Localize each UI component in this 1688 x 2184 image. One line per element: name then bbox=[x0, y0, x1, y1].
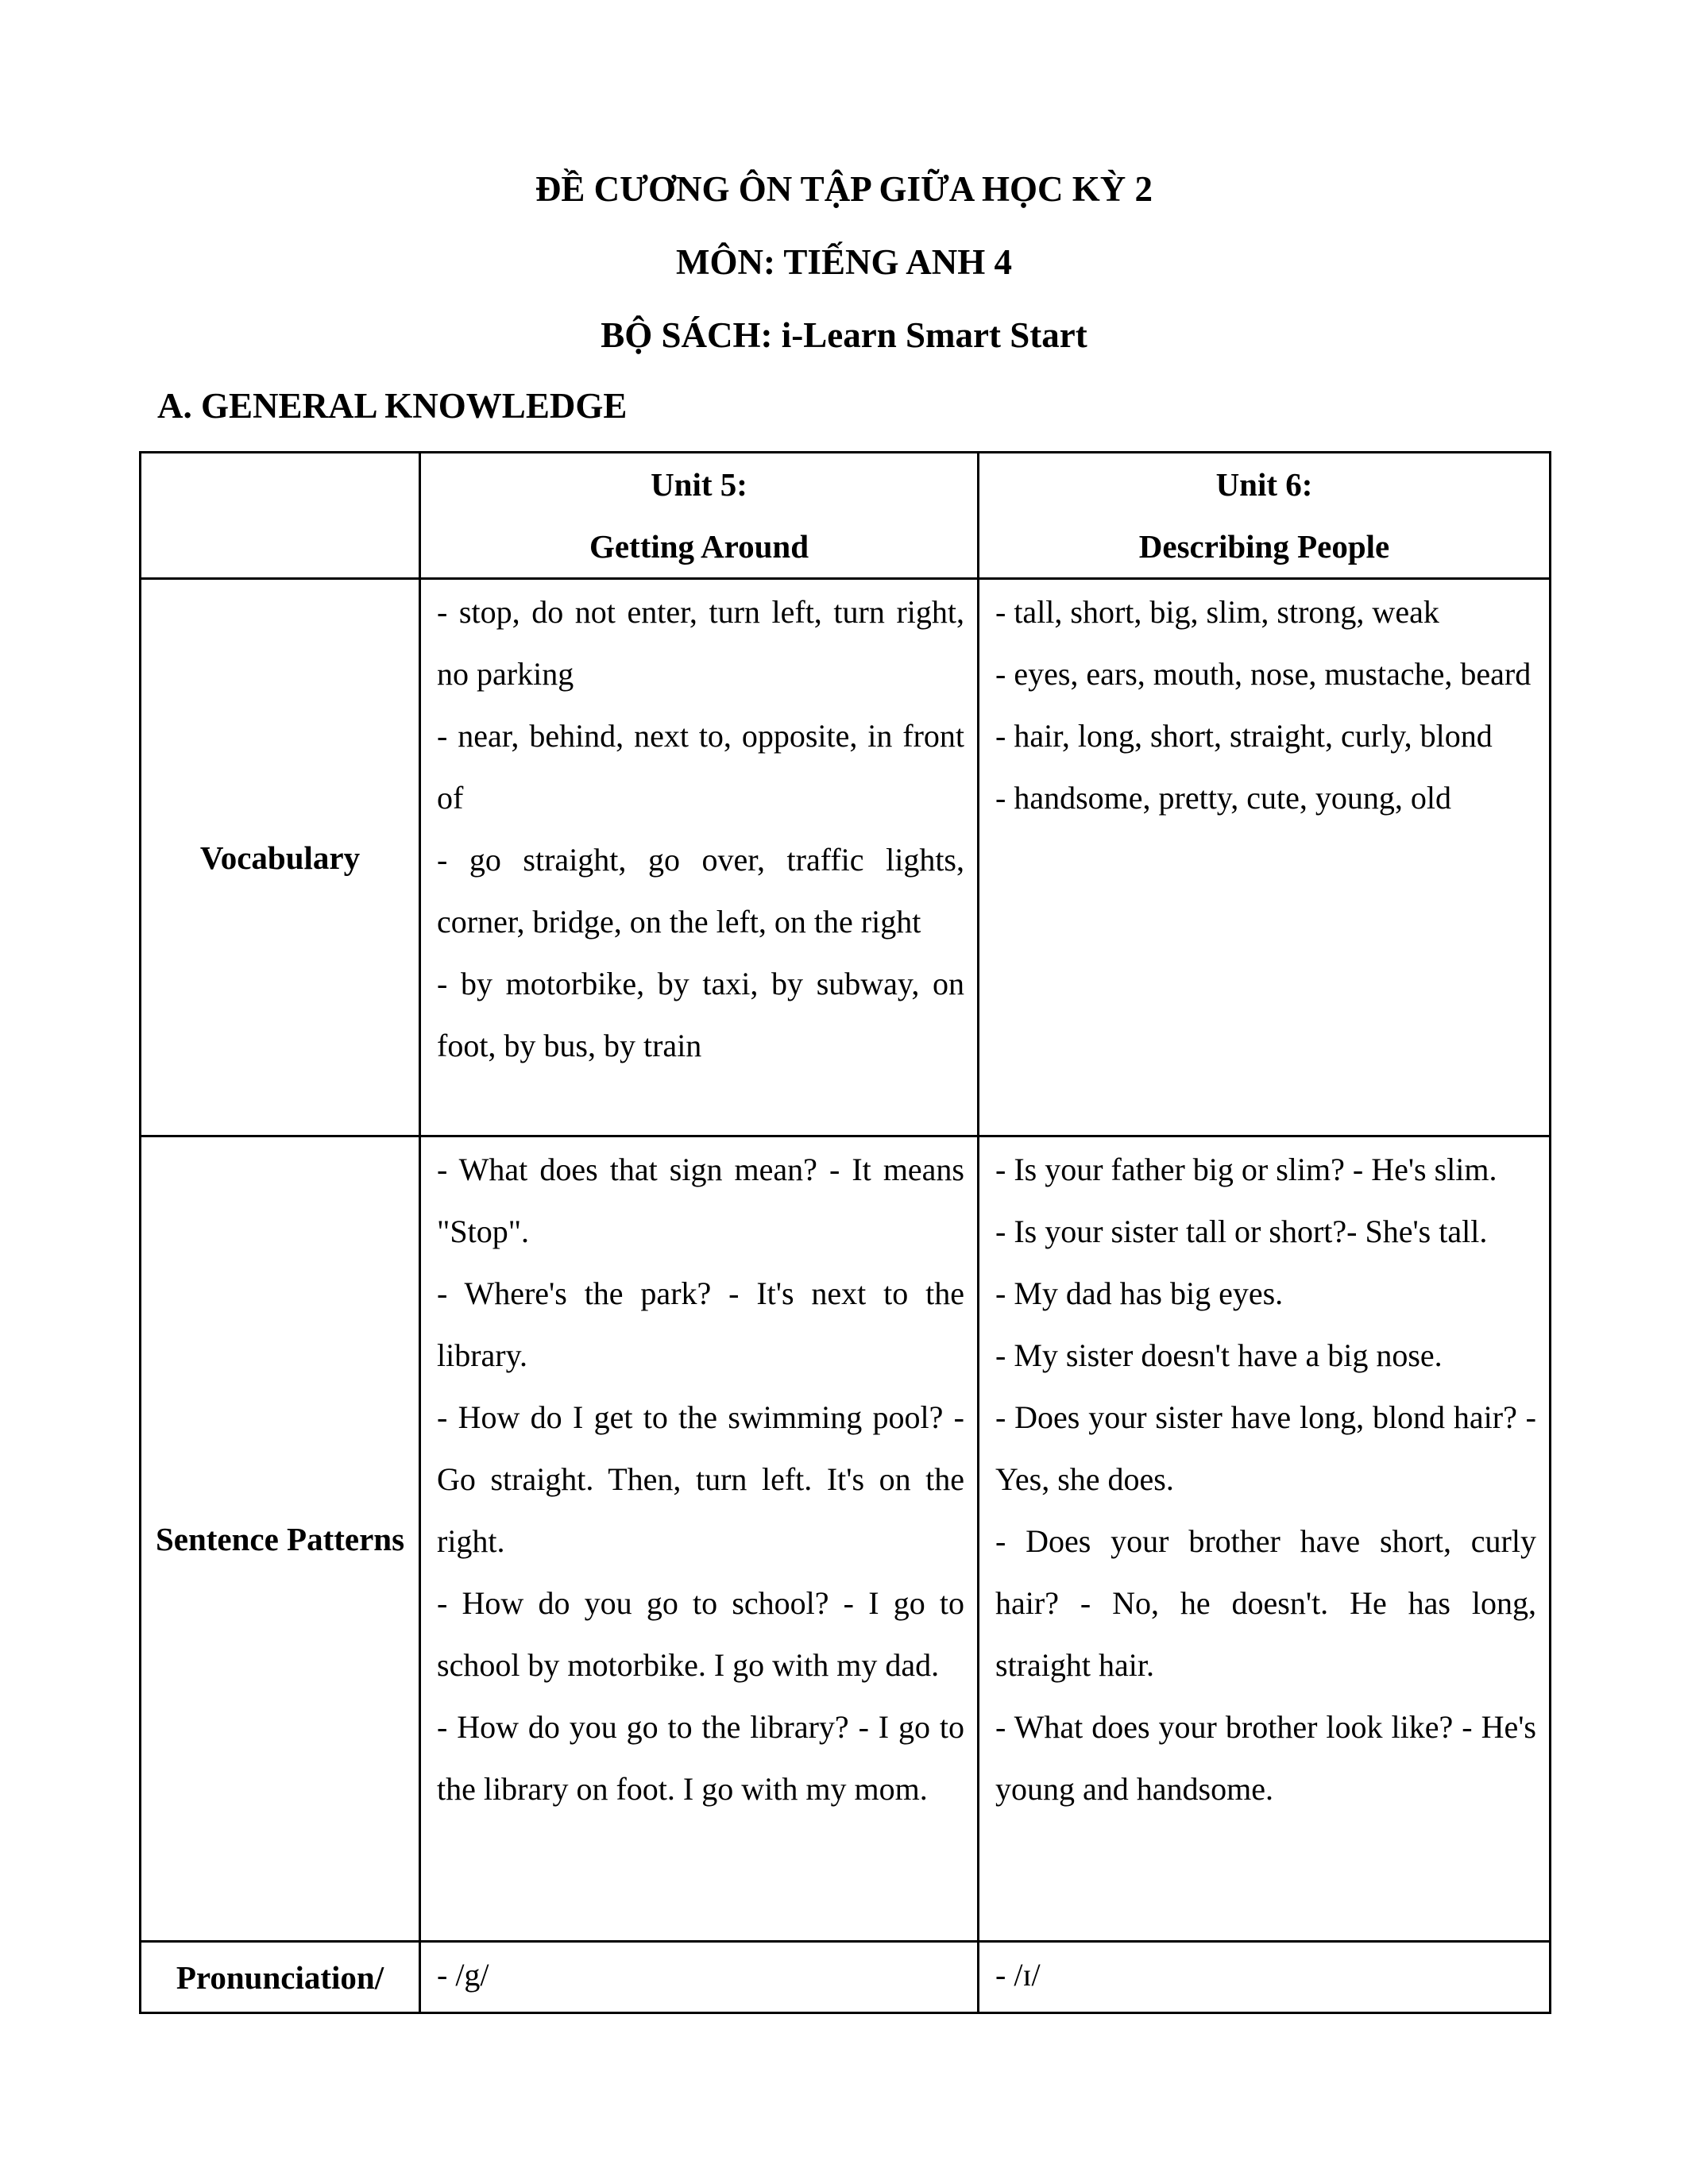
header-line: Unit 5: bbox=[651, 466, 747, 503]
sentence-patterns-row bbox=[141, 1136, 1551, 1942]
table-header-unit5 bbox=[420, 453, 979, 579]
sentence-patterns-unit5-cell bbox=[420, 1136, 979, 1942]
vocabulary-item: - eyes, ears, mouth, nose, mustache, beard bbox=[995, 656, 1532, 692]
vocabulary-unit6-cell bbox=[979, 579, 1551, 1136]
row-label-pronunciation: Pronunciation/ bbox=[141, 1942, 420, 2013]
vocabulary-row bbox=[141, 579, 1551, 1136]
pronunciation-unit5-cell bbox=[420, 1942, 979, 2013]
sentence-pattern-item: - Is your sister tall or short?- She's tall. bbox=[995, 1214, 1488, 1249]
sentence-pattern-item: - Does your sister have long, blond hair? - Yes, she does. bbox=[995, 1399, 1536, 1497]
sentence-pattern-item: - How do you go to school? - I go to school by motorbike. I go with my dad. bbox=[437, 1585, 964, 1683]
table-header-unit6 bbox=[979, 453, 1551, 579]
vocabulary-item: - go straight, go over, traffic lights, corner, bridge, on the left, on the right bbox=[437, 842, 964, 940]
vocabulary-item: - stop, do not enter, turn left, turn right, no parking bbox=[437, 594, 964, 692]
sentence-pattern-item: - Where's the park? - It's next to the library. bbox=[437, 1275, 964, 1373]
vocabulary-unit5-cell bbox=[420, 579, 979, 1136]
sentence-pattern-item: - What does that sign mean? - It means "Stop". bbox=[437, 1152, 964, 1249]
sentence-pattern-item: - My dad has big eyes. bbox=[995, 1275, 1284, 1311]
section-heading: A. GENERAL KNOWLEDGE bbox=[157, 386, 628, 426]
row-label-vocabulary: Vocabulary bbox=[141, 579, 420, 1136]
pronunciation-item: - /ɪ/ bbox=[995, 1957, 1041, 1993]
sentence-pattern-item: - What does your brother look like? - He's young and handsome. bbox=[995, 1709, 1536, 1807]
sentence-pattern-item: - Is your father big or slim? - He's slim. bbox=[995, 1152, 1497, 1187]
knowledge-table bbox=[139, 451, 1551, 2014]
document-title: ĐỀ CƯƠNG ÔN TẬP GIỮA HỌC KỲ 2 bbox=[535, 169, 1153, 209]
header-line: Unit 6: bbox=[1215, 466, 1313, 503]
vocabulary-item: - hair, long, short, straight, curly, blond bbox=[995, 718, 1493, 754]
row-label-sentence-patterns: Sentence Patterns bbox=[141, 1136, 420, 1942]
header-line: Getting Around bbox=[589, 528, 809, 565]
subject-title: MÔN: TIẾNG ANH 4 bbox=[676, 242, 1012, 282]
vocabulary-item: - by motorbike, by taxi, by subway, on foot, by bus, by train bbox=[437, 966, 964, 1063]
book-series-title: BỘ SÁCH: i-Learn Smart Start bbox=[601, 315, 1087, 355]
sentence-patterns-unit6-cell bbox=[979, 1136, 1551, 1942]
vocabulary-item: - tall, short, big, slim, strong, weak bbox=[995, 594, 1439, 630]
sentence-pattern-item: - How do I get to the swimming pool? - Go straight. Then, turn left. It's on the right. bbox=[437, 1399, 964, 1559]
pronunciation-unit6-cell bbox=[979, 1942, 1551, 2013]
title-block bbox=[0, 0, 1688, 372]
pronunciation-item: - /g/ bbox=[437, 1957, 489, 1993]
pronunciation-row bbox=[141, 1942, 1551, 2013]
table-header-row bbox=[141, 453, 1551, 579]
vocabulary-item: - handsome, pretty, cute, young, old bbox=[995, 780, 1451, 816]
sentence-pattern-item: - Does your brother have short, curly hair? - No, he doesn't. He has long, straight hair. bbox=[995, 1523, 1536, 1683]
sentence-pattern-item: - My sister doesn't have a big nose. bbox=[995, 1337, 1443, 1373]
table-header-corner bbox=[141, 453, 420, 579]
header-line: Describing People bbox=[1138, 528, 1390, 565]
vocabulary-item: - near, behind, next to, opposite, in front of bbox=[437, 718, 964, 816]
sentence-pattern-item: - How do you go to the library? - I go to the library on foot. I go with my mom. bbox=[437, 1709, 964, 1807]
